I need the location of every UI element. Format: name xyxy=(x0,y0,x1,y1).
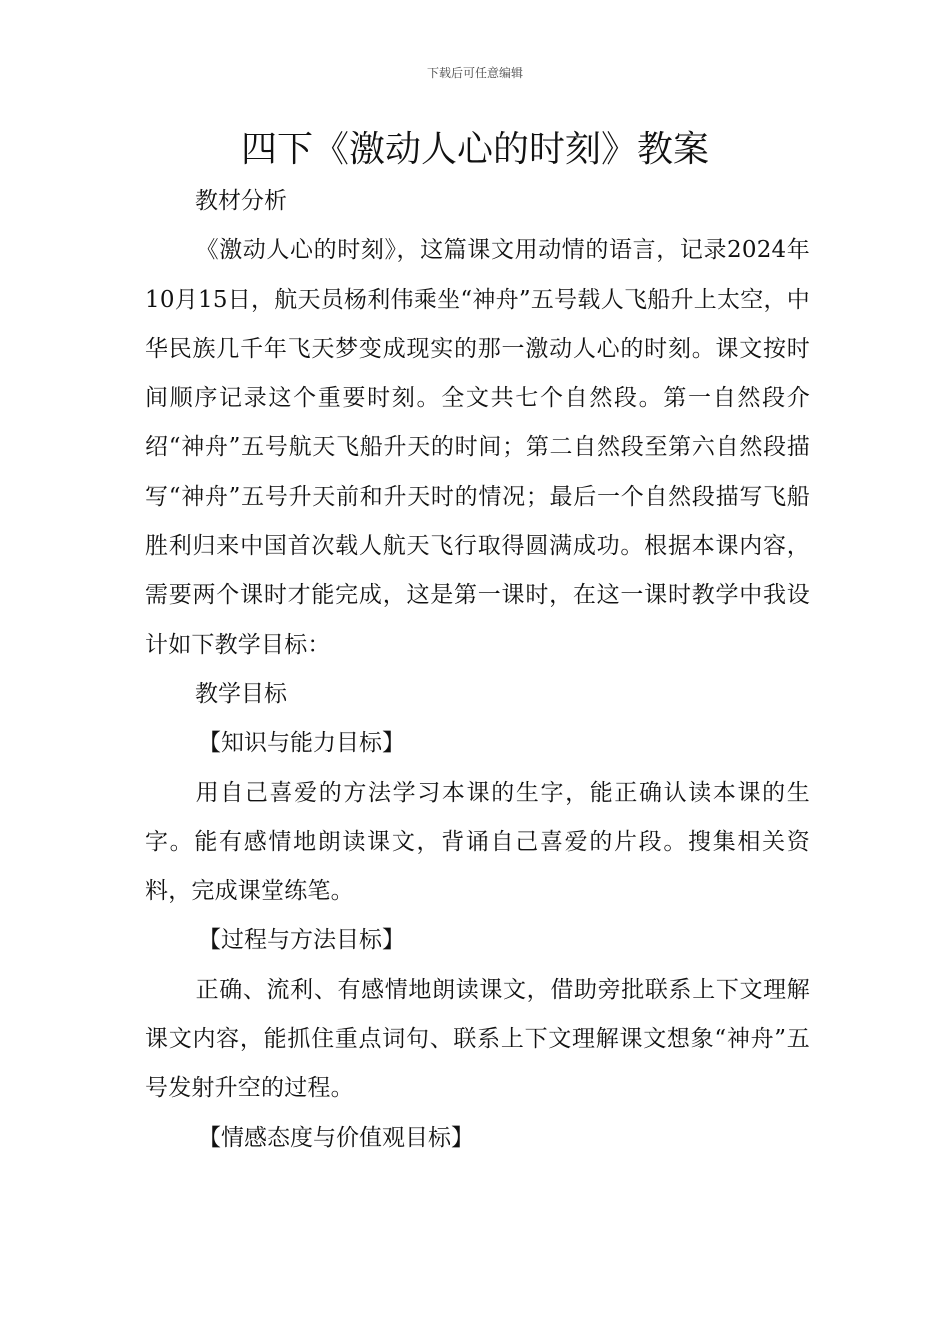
goal-paragraph-knowledge: 用自己喜爱的方法学习本课的生字，能正确认读本课的生字。能有感情地朗读课文，背诵自己喜爱的片段。搜集相关资料，完成课堂练笔。 xyxy=(145,779,810,905)
section-heading-materials: 教材分析 xyxy=(195,188,287,214)
header-note: 下载后可任意编辑 xyxy=(426,66,523,80)
goal-heading-emotion: 【情感态度与价值观目标】 xyxy=(198,1124,474,1151)
materials-analysis-paragraph: 《激动人心的时刻》，这篇课文用动情的语言，记录2024年10月15日，航天员杨利伟乘坐“神舟”五号载人飞船升上太空，中华民族几千年飞天梦变成现实的那一激动人心的时刻。课文按时间顺序记录这个重要时刻。全文共七个自然段。第一自然段介绍“神舟”五号航天飞船升天的时间；第二自然段至第六自然段描写“神舟”五号升天前和升天时的情况；最后一个自然段描写飞船胜利归来中国首次载人航天飞行取得圆满成功。根据本课内容，需要两个课时才能完成，这是第一课时，在这一课时教学中我设计如下教学目标： xyxy=(145,237,810,658)
goal-paragraph-process: 正确、流利、有感情地朗读课文，借助旁批联系上下文理解课文内容，能抓住重点词句、联系上下文理解课文想象“神舟”五号发射升空的过程。 xyxy=(145,976,810,1102)
document-title: 四下《激动人心的时刻》教案 xyxy=(240,129,709,170)
goal-heading-process: 【过程与方法目标】 xyxy=(198,927,405,954)
goal-heading-knowledge: 【知识与能力目标】 xyxy=(198,730,405,757)
document-body xyxy=(145,177,810,1163)
section-heading-goals: 教学目标 xyxy=(195,680,287,707)
